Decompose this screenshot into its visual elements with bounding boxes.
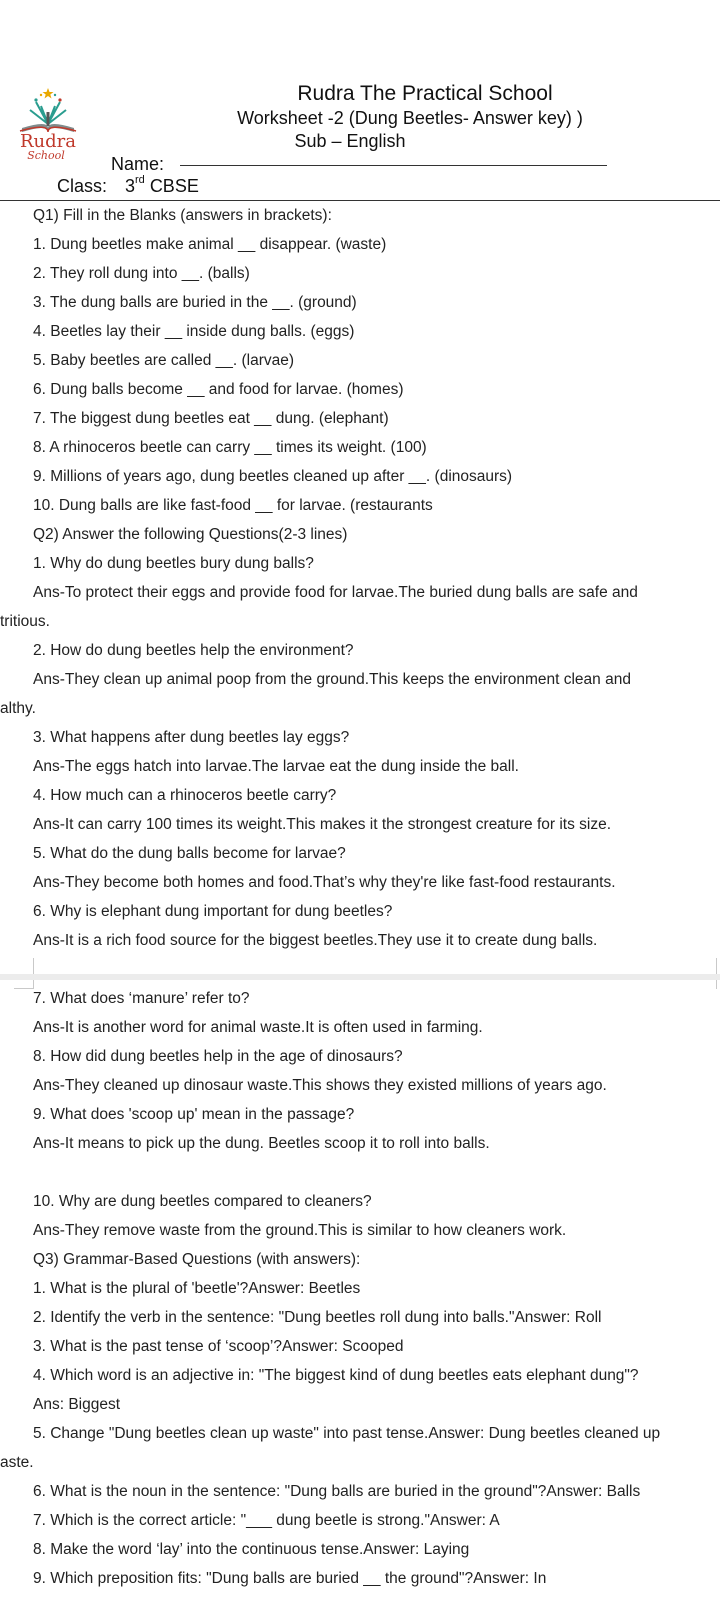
answer-item: Ans-It can carry 100 times its weight.This makes it the strongest creature for its size. [33, 816, 612, 833]
question-item: 10. Why are dung beetles compared to cleaners? [33, 1193, 372, 1210]
answer-item: Ans-The eggs hatch into larvae.The larvae eat the dung inside the ball. [33, 758, 519, 775]
grammar-item: 1. What is the plural of 'beetle'?Answer: Beetles [33, 1280, 361, 1297]
grammar-item: 8. Make the word ‘lay’ into the continuous tense.Answer: Laying [33, 1541, 470, 1558]
answer-continuation: tritious. [0, 613, 50, 630]
school-name: Rudra The Practical School [297, 82, 553, 105]
page-corner-mark [33, 980, 34, 989]
page-break [0, 974, 720, 980]
page-corner-mark [33, 958, 34, 974]
page-corner-mark [716, 980, 717, 989]
grammar-continuation: aste. [0, 1454, 34, 1471]
class-grade: 3rd CBSE [125, 174, 199, 196]
question-item: 6. Why is elephant dung important for dung beetles? [33, 903, 393, 920]
question-item: 5. What do the dung balls become for larvae? [33, 845, 346, 862]
star-icon [43, 88, 54, 99]
worksheet-title: Worksheet -2 (Dung Beetles- Answer key) ) [237, 108, 583, 128]
section-heading-q3: Q3) Grammar-Based Questions (with answers): [33, 1251, 361, 1268]
fill-blank-item: 1. Dung beetles make animal __ disappear. (waste) [33, 236, 387, 253]
fill-blank-item: 9. Millions of years ago, dung beetles cleaned up after __. (dinosaurs) [33, 468, 513, 485]
section-heading-q1: Q1) Fill in the Blanks (answers in brackets): [33, 207, 332, 224]
subject-label: Sub – English [294, 131, 406, 151]
grammar-item: 5. Change "Dung beetles clean up waste" into past tense.Answer: Dung beetles cleaned up [33, 1425, 661, 1442]
fill-blank-item: 10. Dung balls are like fast-food __ for larvae. (restaurants [33, 497, 433, 514]
answer-item: Ans-It is a rich food source for the biggest beetles.They use it to create dung balls. [33, 932, 598, 949]
grammar-answer: Ans: Biggest [33, 1396, 121, 1413]
grammar-item: 9. Which preposition fits: "Dung balls are buried __ the ground"?Answer: In [33, 1570, 547, 1587]
page-corner-mark [14, 988, 33, 989]
grammar-item: 4. Which word is an adjective in: "The biggest kind of dung beetles eats elephant dung"? [33, 1367, 639, 1384]
tree-icon [30, 102, 66, 126]
question-item: 4. How much can a rhinoceros beetle carry? [33, 787, 337, 804]
question-item: 3. What happens after dung beetles lay eggs? [33, 729, 350, 746]
answer-item: Ans-They cleaned up dinosaur waste.This shows they existed millions of years ago. [33, 1077, 607, 1094]
class-label: Class: [57, 176, 108, 196]
fill-blank-item: 3. The dung balls are buried in the __. (ground) [33, 294, 357, 311]
answer-item: Ans-They remove waste from the ground.This is similar to how cleaners work. [33, 1222, 567, 1239]
answer-continuation: althy. [0, 700, 36, 717]
name-line [180, 165, 607, 166]
question-item: 1. Why do dung beetles bury dung balls? [33, 555, 314, 572]
fill-blank-item: 4. Beetles lay their __ inside dung balls. (eggs) [33, 323, 355, 340]
answer-item: Ans-It means to pick up the dung. Beetles scoop it to roll into balls. [33, 1135, 490, 1152]
question-item: 8. How did dung beetles help in the age of dinosaurs? [33, 1048, 403, 1065]
grammar-item: 7. Which is the correct article: "___ dung beetle is strong."Answer: A [33, 1512, 500, 1529]
fill-blank-item: 5. Baby beetles are called __. (larvae) [33, 352, 295, 369]
fill-blank-item: 8. A rhinoceros beetle can carry __ times its weight. (100) [33, 439, 427, 456]
question-item: 9. What does 'scoop up' mean in the passage? [33, 1106, 355, 1123]
header-divider [0, 200, 720, 201]
page-corner-mark [716, 958, 717, 974]
answer-item: Ans-They become both homes and food.That’s why they're like fast-food restaurants. [33, 874, 616, 891]
section-heading-q2: Q2) Answer the following Questions(2-3 lines) [33, 526, 348, 543]
grammar-item: 3. What is the past tense of ‘scoop’?Answer: Scooped [33, 1338, 404, 1355]
question-item: 2. How do dung beetles help the environment? [33, 642, 354, 659]
grammar-item: 2. Identify the verb in the sentence: "Dung beetles roll dung into balls."Answer: Roll [33, 1309, 602, 1326]
answer-item: Ans-It is another word for animal waste.It is often used in farming. [33, 1019, 483, 1036]
answer-item: Ans-They clean up animal poop from the ground.This keeps the environment clean and [33, 671, 631, 688]
name-label: Name: [111, 154, 165, 174]
fill-blank-item: 6. Dung balls become __ and food for larvae. (homes) [33, 381, 404, 398]
fill-blank-item: 2. They roll dung into __. (balls) [33, 265, 250, 282]
svg-text:Rudra: Rudra [19, 131, 77, 152]
question-item: 7. What does ‘manure’ refer to? [33, 990, 250, 1007]
grammar-item: 6. What is the noun in the sentence: "Dung balls are buried in the ground"?Answer: Balls [33, 1483, 641, 1500]
school-logo [8, 84, 88, 164]
answer-item: Ans-To protect their eggs and provide food for larvae.The buried dung balls are safe and [33, 584, 638, 601]
svg-text:School: School [27, 149, 65, 162]
fill-blank-item: 7. The biggest dung beetles eat __ dung. (elephant) [33, 410, 389, 427]
